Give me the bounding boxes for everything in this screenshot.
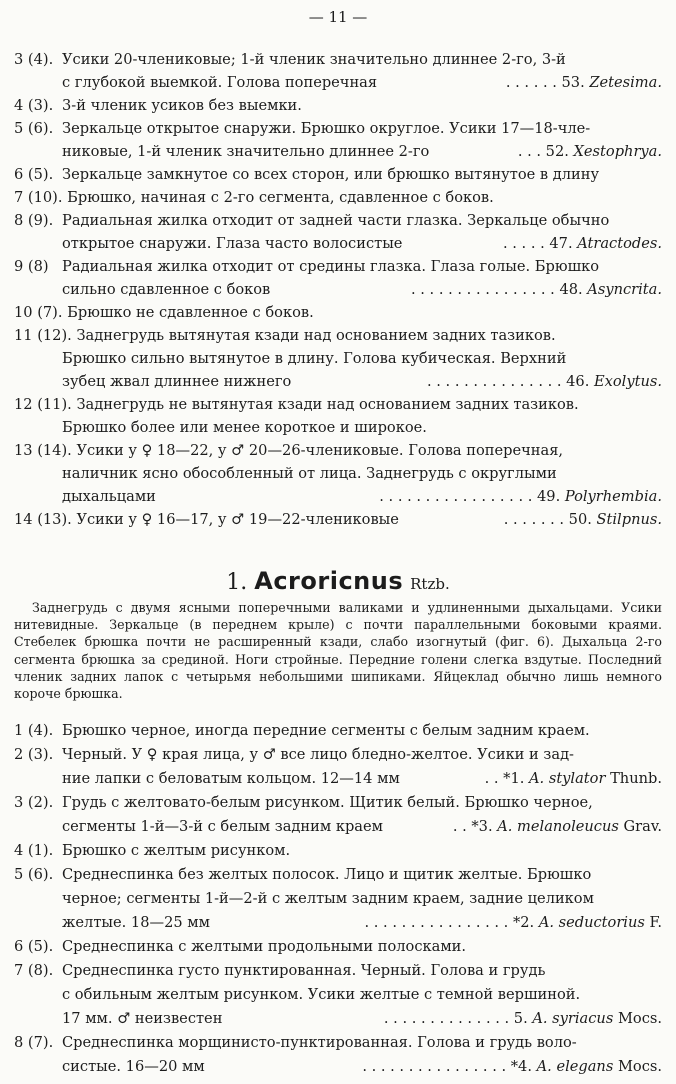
- taxon-name: A. syriacus: [532, 1010, 614, 1027]
- key-entry: [14, 255, 662, 301]
- genus-author: Rtzb.: [410, 575, 450, 593]
- key-line: [14, 163, 662, 186]
- key-line-text: Грудь с желтовато-белым рисунком. Щитик белый. Брюшко черное,: [62, 794, 593, 811]
- key-line: [14, 485, 662, 508]
- key-line-text: открытое снаружи. Глаза часто волосистые: [62, 235, 403, 252]
- section-number: 1.: [226, 570, 248, 595]
- key-line-content: [62, 485, 662, 508]
- key-line: [14, 983, 662, 1007]
- key-line: [14, 186, 662, 209]
- key-result: [427, 370, 662, 393]
- taxon-name: A. stylator: [529, 770, 606, 787]
- key-line-text: Усики у ♀ 18—22, у ♂ 20—26-члениковые. Голова поперечная,: [76, 442, 564, 459]
- key-line: [14, 839, 662, 863]
- key-line-content: [62, 1031, 662, 1055]
- key-entry: [14, 439, 662, 508]
- key-entry: [14, 48, 662, 94]
- key-result-number: . . *3.: [452, 818, 498, 835]
- key-line-content: [76, 393, 662, 416]
- key-line-text: систые. 16—20 мм: [62, 1058, 205, 1075]
- key-result: [503, 232, 662, 255]
- key-line: [14, 71, 662, 94]
- key-line-text: Среднеспинка густо пунктированная. Черный. Голова и грудь: [62, 962, 546, 979]
- key-line-content: [62, 815, 662, 839]
- key-line-content: [62, 163, 662, 186]
- taxon-name: Asyncrita.: [587, 281, 662, 298]
- key-line: [14, 324, 662, 347]
- key-entry: [14, 186, 662, 209]
- key-line-text: никовые, 1-й членик значительно длиннее 2-го: [62, 143, 430, 160]
- key-line-content: [62, 255, 662, 278]
- key-entry-number: 3 (2).: [14, 794, 58, 811]
- key-line-content: [76, 324, 662, 347]
- key-entry: [14, 839, 662, 863]
- key-line: [14, 94, 662, 117]
- key-line-text: черное; сегменты 1-й—2-й с желтым задним краем, задние целиком: [62, 890, 594, 907]
- key-line-content: [62, 983, 662, 1007]
- key-line: [14, 347, 662, 370]
- key-entry-number: 5 (6).: [14, 120, 58, 137]
- key-line: [14, 1031, 662, 1055]
- key-line-content: [62, 839, 662, 863]
- key-result: [485, 767, 662, 791]
- key-entry: [14, 209, 662, 255]
- key-line: [14, 117, 662, 140]
- key-line-content: [62, 117, 662, 140]
- key-line-text: сегменты 1-й—3-й с белым задним краем: [62, 818, 383, 835]
- key-line: [14, 301, 662, 324]
- key-entry-number: 2 (3).: [14, 746, 58, 763]
- key-line-text: Черный. У ♀ края лица, у ♂ все лицо бледно-желтое. Усики и зад-: [62, 746, 574, 763]
- identification-key-species: [14, 719, 662, 1079]
- key-line-content: [62, 911, 662, 935]
- key-line-text: Брюшко, начиная с 2-го сегмента, сдавленное с боков.: [67, 189, 494, 206]
- key-line: [14, 232, 662, 255]
- taxon-name: Stilpnus.: [596, 511, 662, 528]
- key-entry-number: 1 (4).: [14, 722, 58, 739]
- key-line: [14, 815, 662, 839]
- key-line: [14, 911, 662, 935]
- key-line-content: [76, 439, 662, 462]
- key-line-text: Радиальная жилка отходит от средины глазка. Глаза голые. Брюшко: [62, 258, 600, 275]
- key-result-number: . . . . . . . . . . . . . . . . . 49.: [379, 488, 565, 505]
- key-entry: [14, 863, 662, 935]
- key-line-content: [62, 209, 662, 232]
- taxon-name: Exolytus.: [594, 373, 662, 390]
- key-line: [14, 140, 662, 163]
- key-entry-number: 13 (14).: [14, 442, 77, 459]
- key-line: [14, 1007, 662, 1031]
- key-line: [14, 439, 662, 462]
- key-line-content: [62, 959, 662, 983]
- key-entry-number: 9 (8): [14, 258, 54, 275]
- key-line: [14, 255, 662, 278]
- key-entry: [14, 393, 662, 439]
- key-line-content: [62, 140, 662, 163]
- key-entry-number: 7 (8).: [14, 962, 58, 979]
- key-entry: [14, 324, 662, 393]
- key-line: [14, 887, 662, 911]
- taxon-author: Grav.: [623, 818, 662, 835]
- identification-key-genera: [14, 48, 662, 531]
- key-entry: [14, 719, 662, 743]
- key-line-content: [62, 347, 662, 370]
- key-line: [14, 508, 662, 531]
- page-number: — 11 —: [308, 8, 368, 26]
- key-line: [14, 791, 662, 815]
- key-entry: [14, 1031, 662, 1079]
- key-line: [14, 1055, 662, 1079]
- key-result: [365, 911, 663, 935]
- key-line-content: [62, 278, 662, 301]
- key-line-text: 3-й членик усиков без выемки.: [62, 97, 302, 114]
- key-line-content: [62, 1055, 662, 1079]
- key-line-text: Среднеспинка с желтыми продольными полосками.: [62, 938, 467, 955]
- key-line-content: [62, 863, 662, 887]
- key-entry-number: 4 (1).: [14, 842, 58, 859]
- key-line-text: Брюшко черное, иногда передние сегменты с белым задним краем.: [62, 722, 590, 739]
- key-line-text: желтые. 18—25 мм: [62, 914, 211, 931]
- key-result: [504, 508, 662, 531]
- key-line-text: Усики 20-члениковые; 1-й членик значительно длиннее 2-го, 3-й: [62, 51, 566, 68]
- key-line-text: Усики у ♀ 16—17, у ♂ 19—22-члениковые: [76, 511, 399, 528]
- key-line-text: дыхальцами: [62, 488, 156, 505]
- key-result-number: . . . . . . . . . . . . . . . 46.: [426, 373, 595, 390]
- key-result-number: . . . . . . . . . . . . . . . . *2.: [364, 914, 539, 931]
- key-line-content: [76, 508, 662, 531]
- key-entry-number: 8 (9).: [14, 212, 58, 229]
- key-line-content: [62, 48, 662, 71]
- key-line-text: Брюшко с желтым рисунком.: [62, 842, 291, 859]
- key-entry: [14, 301, 662, 324]
- key-line-text: Среднеспинка морщинисто-пунктированная. Голова и грудь воло-: [62, 1034, 577, 1051]
- key-line-text: Зеркальце открытое снаружи. Брюшко округлое. Усики 17—18-чле-: [62, 120, 591, 137]
- key-result-number: . . . . . . . . . . . . . . . . 48.: [411, 281, 588, 298]
- key-line-text: Брюшко не сдавленное с боков.: [67, 304, 314, 321]
- key-line-content: [62, 462, 662, 485]
- key-line-text: Зеркальце замкнутое со всех сторон, или брюшко вытянутое в длину: [62, 166, 600, 183]
- key-line: [14, 719, 662, 743]
- key-result-number: . . . 52.: [517, 143, 574, 160]
- key-line-text: с обильным желтым рисунком. Усики желтые с темной вершиной.: [62, 986, 581, 1003]
- key-entry-number: 6 (5).: [14, 166, 58, 183]
- key-line: [14, 767, 662, 791]
- key-line: [14, 370, 662, 393]
- key-entry-number: 4 (3).: [14, 97, 58, 114]
- key-result: [362, 1055, 662, 1079]
- key-line: [14, 209, 662, 232]
- key-line-content: [62, 232, 662, 255]
- key-line: [14, 743, 662, 767]
- key-entry: [14, 743, 662, 791]
- key-line-text: Заднегрудь не вытянутая кзади над основанием задних тазиков.: [76, 396, 579, 413]
- key-entry-number: 8 (7).: [14, 1034, 58, 1051]
- key-line-content: [62, 743, 662, 767]
- key-line-text: Брюшко более или менее короткое и широкое.: [62, 419, 427, 436]
- key-line: [14, 462, 662, 485]
- genus-name: Acroricnus: [254, 567, 404, 595]
- key-line-content: [67, 301, 662, 324]
- key-line: [14, 48, 662, 71]
- taxon-name: A. melanoleucus: [497, 818, 619, 835]
- key-line: [14, 416, 662, 439]
- taxon-name: A. seductorius: [538, 914, 645, 931]
- taxon-author: F.: [649, 914, 662, 931]
- key-line-content: [62, 71, 662, 94]
- key-line-content: [62, 94, 662, 117]
- key-result: [506, 71, 662, 94]
- key-line-text: Среднеспинка без желтых полосок. Лицо и щитик желтые. Брюшко: [62, 866, 592, 883]
- key-line: [14, 278, 662, 301]
- key-line-content: [62, 1007, 662, 1031]
- key-line-content: [62, 416, 662, 439]
- key-line: [14, 935, 662, 959]
- key-entry-number: 10 (7).: [14, 304, 68, 321]
- key-result: [411, 278, 662, 301]
- key-line-content: [62, 935, 662, 959]
- key-result-number: . . . . . 47.: [502, 235, 578, 252]
- key-line-content: [62, 767, 662, 791]
- genus-description: Заднегрудь с двумя ясными поперечными валиками и удлиненными дыхальцами. Усики нитевидные. Зеркальце (в переднем крыле) с почти параллельными боковыми краями. Стебелек брюшка почти не расширенный кзади, слабо изогнутый (фиг. 6). Дыхальца 2-го сегмента брюшка за срединой. Ноги стройные. Передние голени слегка вздутые. Последний членик задних лапок с четырьмя небольшими шипиками. Яйцеклад обычно лишь немного короче брюшка.: [14, 600, 662, 702]
- taxon-name: Zetesima.: [589, 74, 662, 91]
- key-entry-number: 12 (11).: [14, 396, 77, 413]
- key-entry: [14, 117, 662, 163]
- key-line-content: [62, 370, 662, 393]
- key-line-text: сильно сдавленное с боков: [62, 281, 271, 298]
- taxon-author: Mocs.: [617, 1010, 662, 1027]
- taxon-name: A. elegans: [536, 1058, 614, 1075]
- key-entry-number: 11 (12).: [14, 327, 77, 344]
- key-line-text: Радиальная жилка отходит от задней части глазка. Зеркальце обычно: [62, 212, 610, 229]
- key-entry-number: 14 (13).: [14, 511, 77, 528]
- key-result: [453, 815, 662, 839]
- taxon-author: Mocs.: [617, 1058, 662, 1075]
- taxon-name: Atractodes.: [577, 235, 662, 252]
- key-entry-number: 3 (4).: [14, 51, 58, 68]
- key-entry: [14, 508, 662, 531]
- key-result: [379, 485, 662, 508]
- section-heading: [0, 567, 676, 595]
- key-line-text: зубец жвал длиннее нижнего: [62, 373, 292, 390]
- key-line-text: Брюшко сильно вытянутое в длину. Голова кубическая. Верхний: [62, 350, 567, 367]
- key-line-content: [67, 186, 662, 209]
- key-line-text: ние лапки с беловатым кольцом. 12—14 мм: [62, 770, 400, 787]
- key-line-content: [62, 887, 662, 911]
- key-result-number: . . . . . . . . . . . . . . 5.: [383, 1010, 533, 1027]
- key-line: [14, 863, 662, 887]
- key-entry-number: 6 (5).: [14, 938, 58, 955]
- key-entry-number: 7 (10).: [14, 189, 68, 206]
- key-entry: [14, 163, 662, 186]
- key-result-number: . . . . . . 53.: [505, 74, 590, 91]
- key-result-number: . . *1.: [484, 770, 530, 787]
- key-entry-number: 5 (6).: [14, 866, 58, 883]
- key-line-text: 17 мм. ♂ неизвестен: [62, 1010, 223, 1027]
- key-result: [518, 140, 662, 163]
- key-entry: [14, 935, 662, 959]
- key-line: [14, 393, 662, 416]
- key-line-text: наличник ясно обособленный от лица. Заднегрудь с округлыми: [62, 465, 557, 482]
- key-entry: [14, 791, 662, 839]
- taxon-author: Thunb.: [610, 770, 662, 787]
- key-line-text: Заднегрудь вытянутая кзади над основанием задних тазиков.: [76, 327, 556, 344]
- key-line: [14, 959, 662, 983]
- key-entry: [14, 94, 662, 117]
- key-line-content: [62, 719, 662, 743]
- key-result-number: . . . . . . . . . . . . . . . . *4.: [362, 1058, 537, 1075]
- key-result-number: . . . . . . . 50.: [503, 511, 597, 528]
- taxon-name: Polyrhembia.: [564, 488, 662, 505]
- taxon-name: Xestophrya.: [573, 143, 662, 160]
- key-line-text: с глубокой выемкой. Голова поперечная: [62, 74, 378, 91]
- key-entry: [14, 959, 662, 1031]
- key-result: [384, 1007, 662, 1031]
- key-line-content: [62, 791, 662, 815]
